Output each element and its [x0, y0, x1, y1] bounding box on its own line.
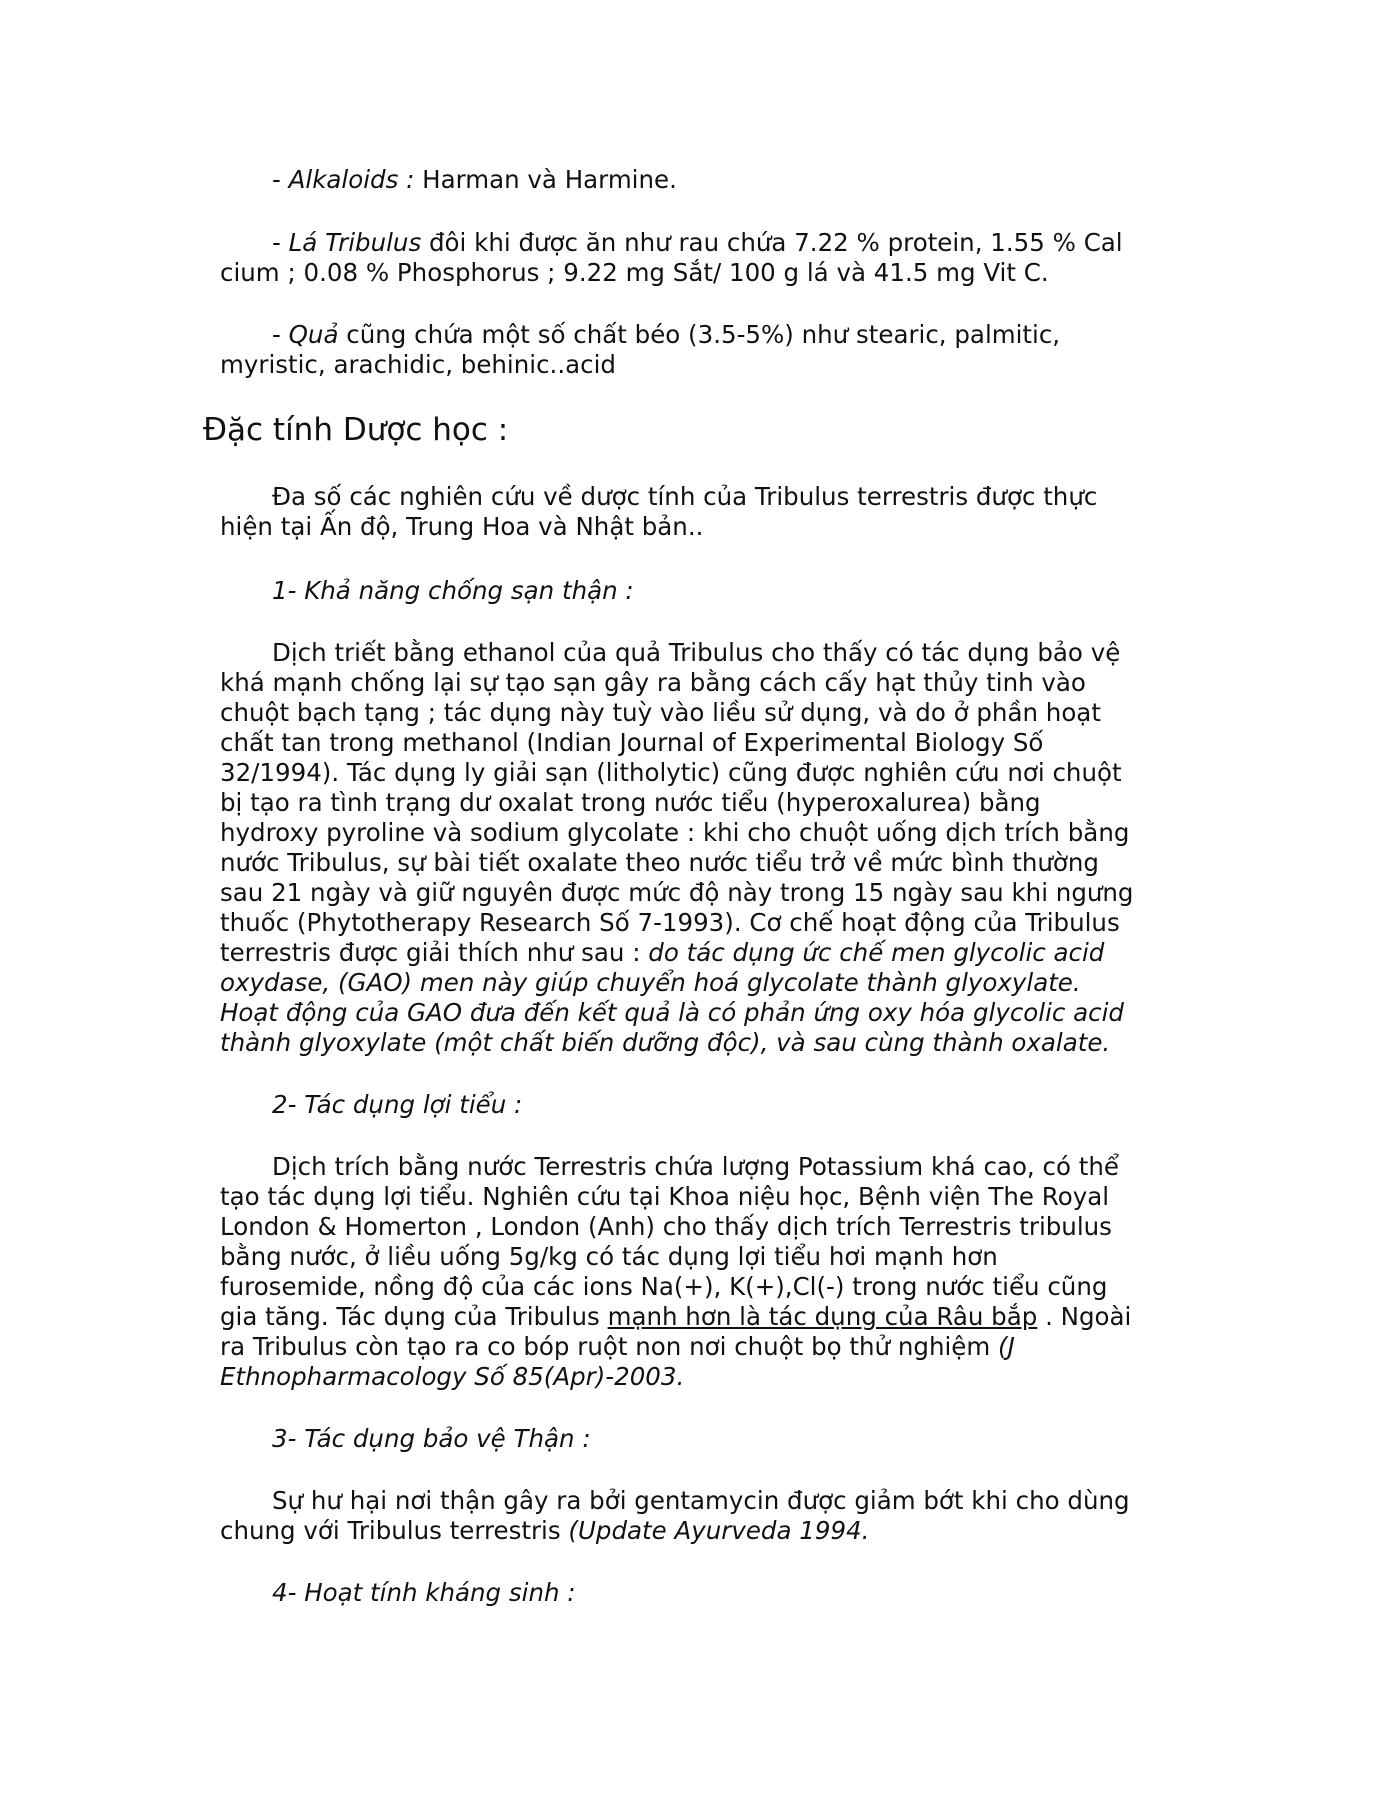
section-1-line-text: terrestris được giải thích như sau :: [220, 938, 649, 967]
section-4-title: 4- Hoạt tính kháng sinh :: [272, 1578, 576, 1607]
section-2-line: Dịch trích bằng nước Terrestris chứa lượng Potassium khá cao, có thể: [272, 1152, 1119, 1181]
section-1-italic-line: thành glyoxylate (một chất biến dưỡng độc), và sau cùng thành oxalate.: [220, 1028, 1111, 1057]
intro-paragraph: [220, 482, 1180, 542]
section-2-line: tạo tác dụng lợi tiểu. Nghiên cứu tại Khoa niệu học, Bệnh viện The Royal: [220, 1182, 1110, 1211]
section-1-italic-line: oxydase, (GAO) men này giúp chuyển hoá glycolate thành glyoxylate.: [220, 968, 1081, 997]
section-1-line: Dịch triết bằng ethanol của quả Tribulus cho thấy có tác dụng bảo vệ: [272, 638, 1121, 667]
section-2-line: furosemide, nồng độ của các ions Na(+), K(+),Cl(-) trong nước tiểu cũng: [220, 1272, 1108, 1301]
section-1-line: nước Tribulus, sự bài tiết oxalate theo nước tiểu trở về mức bình thường: [220, 848, 1099, 877]
section-1-line: bị tạo ra tình trạng dư oxalat trong nước tiểu (hyperoxalurea) bằng: [220, 788, 1041, 817]
section-1-line: thuốc (Phytotherapy Research Số 7-1993). Cơ chế hoạt động của Tribulus: [220, 908, 1120, 937]
section-2-citation: (J: [998, 1332, 1015, 1361]
section-2-citation: Ethnopharmacology Số 85(Apr)-2003.: [220, 1362, 685, 1391]
section-2-line: London & Homerton , London (Anh) cho thấy dịch trích Terrestris tribulus: [220, 1212, 1112, 1241]
section-1-line: chất tan trong methanol (Indian Journal of Experimental Biology Số: [220, 728, 1044, 757]
rau-bap-link[interactable]: mạnh hơn là tác dụng của Râu bắp: [607, 1302, 1038, 1331]
dash: -: [272, 228, 289, 257]
intro-line-2: hiện tại Ấn độ, Trung Hoa và Nhật bản..: [220, 512, 704, 541]
alkaloids-label: Alkaloids :: [288, 165, 415, 194]
section-3-title: 3- Tác dụng bảo vệ Thận :: [272, 1424, 591, 1453]
section-1-italic-line: Hoạt động của GAO đưa đến kết quả là có phản ứng oxy hóa glycolic acid: [220, 998, 1124, 1027]
dash: -: [272, 320, 289, 349]
section-3-line: [220, 1516, 1180, 1546]
section-1-line-italic: do tác dụng ức chế men glycolic acid: [648, 938, 1105, 967]
section-1-line: hydroxy pyroline và sodium glycolate : khi cho chuột uống dịch trích bằng: [220, 818, 1130, 847]
section-2-title: 2- Tác dụng lợi tiểu :: [272, 1090, 523, 1119]
dash: -: [272, 165, 289, 194]
section-2-body: [220, 1152, 1180, 1392]
section-1-body: [220, 638, 1180, 1058]
section-1-title: 1- Khả năng chống sạn thận :: [272, 576, 634, 605]
section-2-line: bằng nước, ở liều uống 5g/kg có tác dụng lợi tiểu hơi mạnh hơn: [220, 1242, 998, 1271]
leaves-paragraph: [220, 228, 1180, 288]
section-3-citation: (Update Ayurveda 1994.: [568, 1516, 870, 1545]
leaves-line-1: đôi khi được ăn như rau chứa 7.22 % protein, 1.55 % Cal: [421, 228, 1123, 257]
section-1-line: khá mạnh chống lại sự tạo sạn gây ra bằng cách cấy hạt thủy tinh vào: [220, 668, 1086, 697]
section-1-line: chuột bạch tạng ; tác dụng này tuỳ vào liều sử dụng, và do ở phần hoạt: [220, 698, 1101, 727]
alkaloids-paragraph: [220, 165, 1180, 195]
alkaloids-text: Harman và Harmine.: [414, 165, 677, 194]
section-2-line-text: ra Tribulus còn tạo ra co bóp ruột non nơi chuột bọ thử nghiệm: [220, 1332, 999, 1361]
section-3-body: [220, 1486, 1180, 1546]
leaves-label: Lá Tribulus: [288, 228, 422, 257]
section-3-line: Sự hư hại nơi thận gây ra bởi gentamycin được giảm bớt khi cho dùng: [272, 1486, 1130, 1515]
section-2-line: [220, 1332, 1180, 1362]
section-2-line-text: gia tăng. Tác dụng của Tribulus: [220, 1302, 608, 1331]
fruit-line-1: cũng chứa một số chất béo (3.5-5%) như stearic, palmitic,: [338, 320, 1061, 349]
section-1-line: [220, 938, 1180, 968]
section-1-line: sau 21 ngày và giữ nguyên được mức độ này trong 15 ngày sau khi ngưng: [220, 878, 1134, 907]
pharmacology-heading: Đặc tính Dược học :: [203, 412, 509, 448]
leaves-line-2: cium ; 0.08 % Phosphorus ; 9.22 mg Sắt/ 100 g lá và 41.5 mg Vit C.: [220, 258, 1049, 287]
fruit-line-2: myristic, arachidic, behinic..acid: [220, 350, 616, 379]
section-1-line: 32/1994). Tác dụng ly giải sạn (litholytic) cũng được nghiên cứu nơi chuột: [220, 758, 1122, 787]
fruit-paragraph: [220, 320, 1180, 380]
section-3-line-text: chung với Tribulus terrestris: [220, 1516, 569, 1545]
fruit-label: Quả: [288, 320, 339, 349]
intro-line-1: Đa số các nghiên cứu về dược tính của Tribulus terrestris được thực: [272, 482, 1098, 511]
section-2-line: [220, 1302, 1180, 1332]
section-2-line-text: . Ngoài: [1037, 1302, 1132, 1331]
